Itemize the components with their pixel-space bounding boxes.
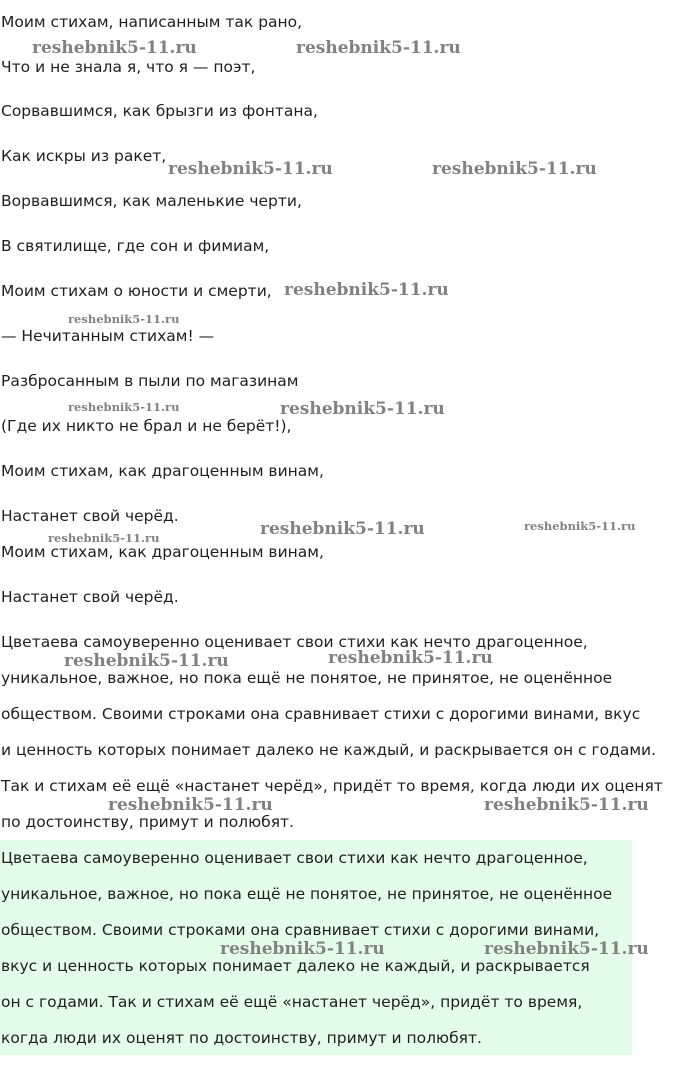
watermark: reshebnik5-11.ru: [108, 795, 273, 815]
watermark: reshebnik5-11.ru: [484, 795, 649, 815]
watermark: reshebnik5-11.ru: [432, 159, 597, 179]
highlight-line: обществом. Своими строками она сравнивает стихи с дорогими винами,: [1, 921, 600, 939]
watermark: reshebnik5-11.ru: [524, 519, 636, 533]
poem-line: Ворвавшимся, как маленькие черти,: [1, 192, 302, 210]
watermark: reshebnik5-11.ru: [296, 38, 461, 58]
watermark: reshebnik5-11.ru: [260, 519, 425, 539]
poem-line: Как искры из ракет,: [1, 147, 167, 165]
analysis-line: уникальное, важное, но пока ещё не понятое, не принятое, не оценённое: [1, 669, 613, 687]
analysis-line: по достоинству, примут и полюбят.: [1, 813, 294, 831]
watermark: reshebnik5-11.ru: [220, 939, 385, 959]
watermark: reshebnik5-11.ru: [280, 399, 445, 419]
watermark: reshebnik5-11.ru: [64, 651, 229, 671]
poem-line: Настанет свой черёд.: [1, 507, 179, 525]
poem-line: Сорвавшимся, как брызги из фонтана,: [1, 102, 318, 120]
analysis-line: Цветаева самоуверенно оценивает свои стихи как нечто драгоценное,: [1, 633, 588, 651]
highlight-line: он с годами. Так и стихам её ещё «настанет черёд», придёт то время,: [1, 993, 583, 1011]
highlight-line: уникальное, важное, но пока ещё не понятое, не принятое, не оценённое: [1, 885, 613, 903]
poem-line: (Где их никто не брал и не берёт!),: [1, 417, 292, 435]
highlight-line: Цветаева самоуверенно оценивает свои стихи как нечто драгоценное,: [1, 849, 588, 867]
quote-line: Моим стихам, как драгоценным винам,: [1, 543, 324, 561]
watermark: reshebnik5-11.ru: [68, 312, 180, 326]
watermark: reshebnik5-11.ru: [284, 280, 449, 300]
poem-line: — Нечитанным стихам! —: [1, 327, 215, 345]
quote-line: Настанет свой черёд.: [1, 588, 179, 606]
analysis-line: обществом. Своими строками она сравнивает стихи с дорогими винами, вкус: [1, 705, 641, 723]
analysis-line: Так и стихам её ещё «настанет черёд», придёт то время, когда люди их оценят: [1, 777, 663, 795]
poem-line: Моим стихам, как драгоценным винам,: [1, 462, 324, 480]
analysis-line: и ценность которых понимает далеко не каждый, и раскрывается он с годами.: [1, 741, 657, 759]
poem-line: В святилище, где сон и фимиам,: [1, 237, 270, 255]
watermark: reshebnik5-11.ru: [484, 939, 649, 959]
watermark: reshebnik5-11.ru: [328, 648, 493, 668]
watermark: reshebnik5-11.ru: [32, 38, 197, 58]
watermark: reshebnik5-11.ru: [48, 531, 160, 545]
watermark: reshebnik5-11.ru: [68, 400, 180, 414]
poem-line: Разбросанным в пыли по магазинам: [1, 372, 299, 390]
highlight-line: вкус и ценность которых понимает далеко не каждый, и раскрывается: [1, 957, 590, 975]
watermark: reshebnik5-11.ru: [168, 159, 333, 179]
highlight-line: когда люди их оценят по достоинству, примут и полюбят.: [1, 1029, 482, 1047]
poem-line: Моим стихам о юности и смерти,: [1, 282, 272, 300]
poem-line: Моим стихам, написанным так рано,: [1, 13, 303, 31]
poem-line: Что и не знала я, что я — поэт,: [1, 58, 256, 76]
